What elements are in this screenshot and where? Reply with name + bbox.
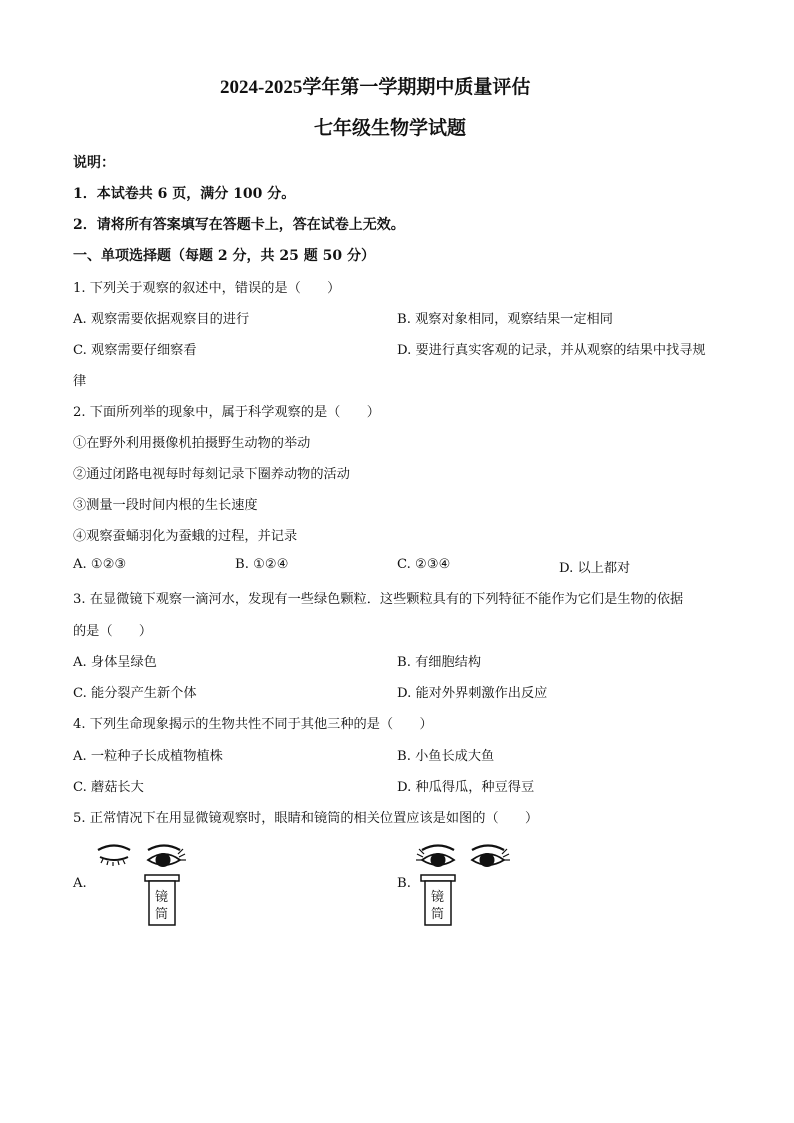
option-b: B. 有细胞结构: [397, 655, 482, 670]
exam-subtitle: 七年级生物学试题: [314, 118, 467, 139]
section-heading: 一、单项选择题（每题 2 分，共 25 题 50 分）: [73, 248, 375, 264]
option-d: D. 能对外界刺激作出反应: [397, 686, 548, 701]
question-stem-continued: 的是（ ）: [73, 624, 153, 639]
question-stem: 5. 正常情况下在用显微镜观察时，眼睛和镜筒的相关位置应该是如图的（ ）: [73, 811, 539, 826]
exam-title: 2024-2025学年第一学期期中质量评估: [220, 77, 531, 98]
tube-label: 镜 筒: [431, 890, 445, 922]
eyes-and-tube-illustration: [92, 840, 192, 930]
option-d: D. 种瓜得瓜，种豆得豆: [397, 780, 535, 795]
note-item-2: 2．请将所有答案填写在答题卡上，答在试卷上无效。: [73, 217, 405, 233]
option-a: A.: [73, 876, 87, 891]
figure-option-a: [92, 840, 192, 930]
option-b: B. 小鱼长成大鱼: [397, 749, 495, 764]
statement-item: ①在野外利用摄像机拍摄野生动物的举动: [73, 436, 311, 451]
option-a: A. 身体呈绿色: [73, 655, 157, 670]
open-eye-icon: [416, 846, 454, 868]
option-a: A. 观察需要依据观察目的进行: [73, 312, 250, 327]
open-eye-icon: [148, 846, 186, 868]
option-c: C. 观察需要仔细察看: [73, 343, 197, 358]
option-a: A. 一粒种子长成植物植株: [73, 749, 223, 764]
option-b: B.: [397, 876, 411, 891]
option-c: C. ②③④: [397, 557, 451, 572]
closed-eye-icon: [98, 846, 130, 867]
question-stem: 1. 下列关于观察的叙述中，错误的是（ ）: [73, 281, 341, 296]
option-d: D. 以上都对: [559, 561, 631, 576]
tube-label: 镜 筒: [155, 890, 169, 922]
question-stem: 2. 下面所列举的现象中，属于科学观察的是（ ）: [73, 405, 380, 420]
option-b: B. 观察对象相同，观察结果一定相同: [397, 312, 613, 327]
figure-option-b: [416, 840, 516, 930]
notes-label: 说明：: [73, 155, 115, 171]
statement-item: ③测量一段时间内根的生长速度: [73, 498, 258, 513]
statement-item: ④观察蚕蛹羽化为蚕蛾的过程，并记录: [73, 529, 298, 544]
open-eye-icon: [472, 846, 510, 868]
statement-item: ②通过闭路电视每时每刻记录下圈养动物的活动: [73, 467, 350, 482]
option-c: C. 蘑菇长大: [73, 780, 144, 795]
option-c: C. 能分裂产生新个体: [73, 686, 197, 701]
option-a: A. ①②③: [73, 557, 127, 572]
option-d: D. 要进行真实客观的记录，并从观察的结果中找寻规: [397, 343, 706, 358]
option-d-continued: 律: [73, 374, 87, 389]
option-b: B. ①②④: [235, 557, 289, 572]
question-stem: 4. 下列生命现象揭示的生物共性不同于其他三种的是（ ）: [73, 717, 433, 732]
note-item-1: 1．本试卷共 6 页，满分 100 分。: [73, 186, 296, 202]
question-stem: 3. 在显微镜下观察一滴河水，发现有一些绿色颗粒．这些颗粒具有的下列特征不能作为它们是生物的依据: [73, 592, 684, 607]
